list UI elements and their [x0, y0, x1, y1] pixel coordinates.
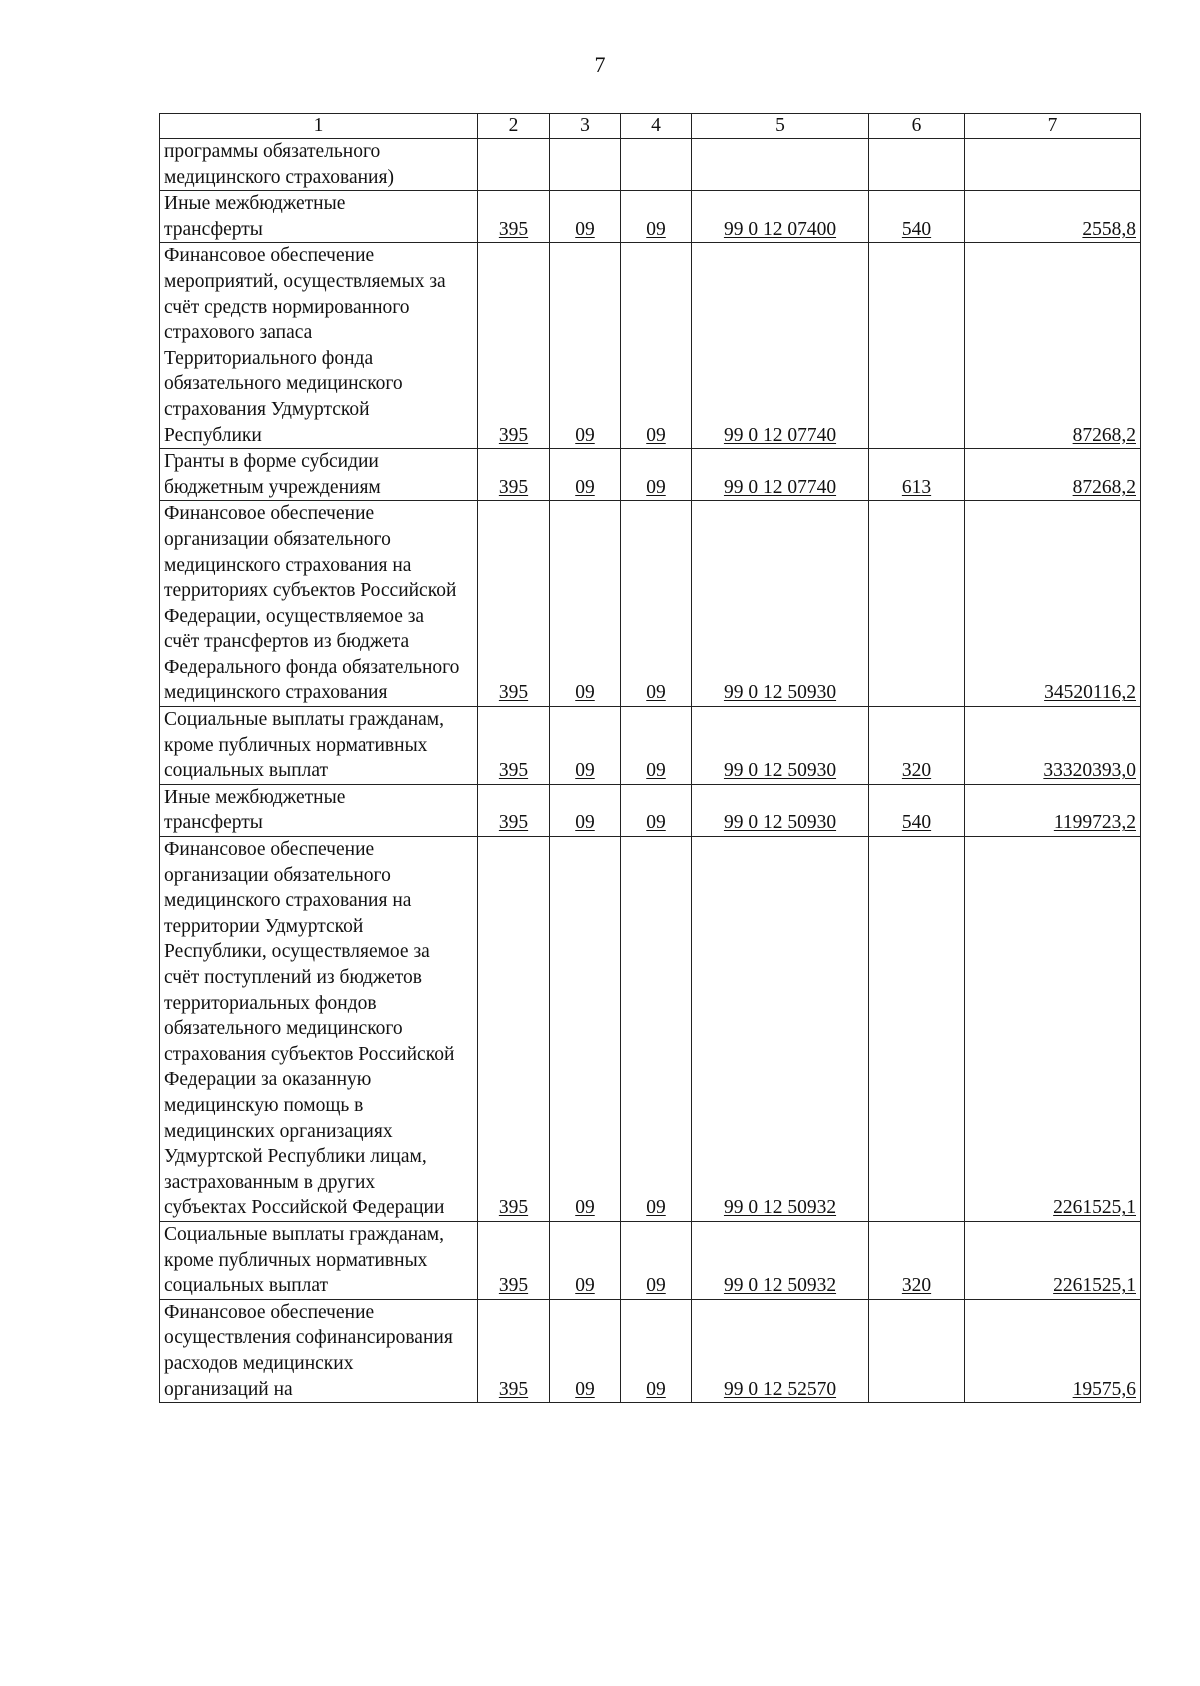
row-name: Финансовое обеспечение организации обязательного медицинского страхования на территории Удмуртской Республики, осуществляемое за счёт поступлений из бюджетов территориальных фондов обязательного медицинского страхования субъектов Российской Федерации за оказанную медицинскую помощь в медицинских организациях Удмуртской Республики лицам, застрахованным в других субъектах Российской Федерации: [160, 837, 478, 1222]
column-header-1: 1: [160, 114, 478, 139]
table-row: [160, 707, 1141, 785]
row-name: Иные межбюджетные трансферты: [160, 784, 478, 836]
cell-amount: 1199723,2: [965, 784, 1141, 836]
row-name: Финансовое обеспечение осуществления софинансирования расходов медицинских организаций на: [160, 1299, 478, 1402]
column-header-3: 3: [550, 114, 621, 139]
column-header-5: 5: [692, 114, 869, 139]
cell-col6: [869, 837, 965, 1222]
cell-col6: 613: [869, 449, 965, 501]
column-header-4: 4: [621, 114, 692, 139]
row-name: программы обязательного медицинского страхования): [160, 139, 478, 191]
cell-col5: 99 0 12 07740: [692, 449, 869, 501]
cell-col5: 99 0 12 07740: [692, 243, 869, 449]
cell-amount: 87268,2: [965, 243, 1141, 449]
budget-table: [159, 113, 1141, 1403]
cell-col4: 09: [621, 1221, 692, 1299]
row-name: Финансовое обеспечение организации обязательного медицинского страхования на территориях субъектов Российской Федерации, осуществляемое за счёт трансфертов из бюджета Федерального фонда обязательного медицинского страхования: [160, 501, 478, 707]
cell-col5: 99 0 12 50930: [692, 784, 869, 836]
cell-amount: [965, 139, 1141, 191]
cell-amount: 34520116,2: [965, 501, 1141, 707]
column-header-2: 2: [478, 114, 550, 139]
cell-amount: 87268,2: [965, 449, 1141, 501]
cell-col4: 09: [621, 707, 692, 785]
cell-col2: 395: [478, 1299, 550, 1402]
table-row: [160, 837, 1141, 1222]
cell-col5: 99 0 12 07400: [692, 191, 869, 243]
cell-col5: [692, 139, 869, 191]
row-name: Финансовое обеспечение мероприятий, осуществляемых за счёт средств нормированного страхового запаса Территориального фонда обязательного медицинского страхования Удмуртской Республики: [160, 243, 478, 449]
cell-col4: 09: [621, 784, 692, 836]
cell-col4: 09: [621, 1299, 692, 1402]
column-header-6: 6: [869, 114, 965, 139]
cell-col6: [869, 501, 965, 707]
cell-col4: 09: [621, 243, 692, 449]
cell-col3: [550, 139, 621, 191]
table-row: [160, 1221, 1141, 1299]
cell-col6: 540: [869, 784, 965, 836]
cell-col5: 99 0 12 50930: [692, 707, 869, 785]
cell-col4: 09: [621, 449, 692, 501]
cell-col3: 09: [550, 449, 621, 501]
cell-col6: 320: [869, 707, 965, 785]
table-row: [160, 449, 1141, 501]
cell-col2: 395: [478, 1221, 550, 1299]
cell-col4: 09: [621, 191, 692, 243]
cell-amount: 2261525,1: [965, 837, 1141, 1222]
cell-col5: 99 0 12 52570: [692, 1299, 869, 1402]
cell-col6: 540: [869, 191, 965, 243]
cell-col6: [869, 243, 965, 449]
table-row: [160, 139, 1141, 191]
row-name: Социальные выплаты гражданам, кроме публичных нормативных социальных выплат: [160, 707, 478, 785]
cell-amount: 33320393,0: [965, 707, 1141, 785]
cell-col3: 09: [550, 837, 621, 1222]
column-number-row: [160, 114, 1141, 139]
cell-col3: 09: [550, 191, 621, 243]
cell-col4: [621, 139, 692, 191]
cell-col5: 99 0 12 50930: [692, 501, 869, 707]
cell-col2: 395: [478, 501, 550, 707]
cell-col2: 395: [478, 837, 550, 1222]
table-row: [160, 501, 1141, 707]
row-name: Социальные выплаты гражданам, кроме публичных нормативных социальных выплат: [160, 1221, 478, 1299]
cell-col4: 09: [621, 501, 692, 707]
cell-col2: [478, 139, 550, 191]
cell-col2: 395: [478, 191, 550, 243]
row-name: Иные межбюджетные трансферты: [160, 191, 478, 243]
cell-col3: 09: [550, 707, 621, 785]
cell-amount: 19575,6: [965, 1299, 1141, 1402]
cell-col3: 09: [550, 1221, 621, 1299]
cell-col6: 320: [869, 1221, 965, 1299]
cell-col2: 395: [478, 243, 550, 449]
cell-col5: 99 0 12 50932: [692, 1221, 869, 1299]
cell-col4: 09: [621, 837, 692, 1222]
cell-col5: 99 0 12 50932: [692, 837, 869, 1222]
cell-col3: 09: [550, 243, 621, 449]
cell-col3: 09: [550, 1299, 621, 1402]
cell-col2: 395: [478, 784, 550, 836]
table-row: [160, 191, 1141, 243]
column-header-7: 7: [965, 114, 1141, 139]
cell-col3: 09: [550, 501, 621, 707]
cell-col6: [869, 1299, 965, 1402]
cell-col3: 09: [550, 784, 621, 836]
cell-col6: [869, 139, 965, 191]
cell-col2: 395: [478, 707, 550, 785]
cell-amount: 2261525,1: [965, 1221, 1141, 1299]
row-name: Гранты в форме субсидии бюджетным учреждениям: [160, 449, 478, 501]
table-row: [160, 784, 1141, 836]
table-row: [160, 1299, 1141, 1402]
page-number: 7: [594, 52, 606, 77]
cell-amount: 2558,8: [965, 191, 1141, 243]
table-row: [160, 243, 1141, 449]
cell-col2: 395: [478, 449, 550, 501]
